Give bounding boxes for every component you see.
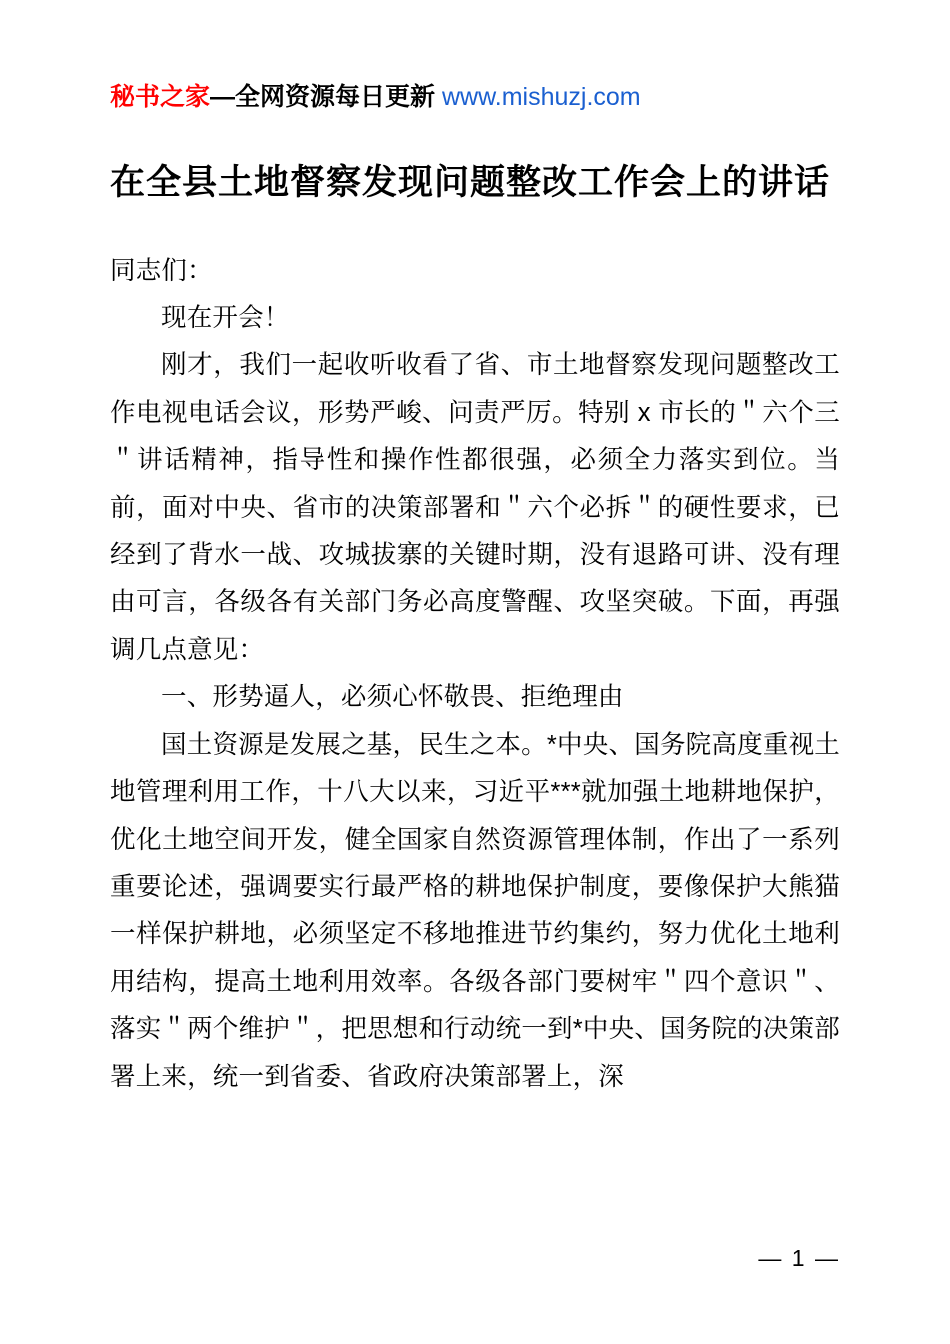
paragraph-opening: 现在开会！ [161, 303, 290, 332]
site-brand-name: 秘书之家 [110, 83, 211, 111]
paragraph-section-one-body: 国土资源是发展之基，民生之本。*中央、国务院高度重视土地管理利用工作，十八大以来，习近平***就加强土地耕地保护，优化土地空间开发，健全国家自然资源管理体制，作出了一系列重要论述，强调要实行最严格的耕地保护制度，要像保护大熊猫一样保护耕地，必须坚定不移地推进节约集约，努力优化土地利用结构，提高土地利用效率。各级各部门要树牢＂四个意识＂、落实＂两个维护＂，把思想和行动统一到*中央、国务院的决策部署上来，统一到省委、省政府决策部署上，深 [110, 730, 840, 1091]
page-number: — 1 — [758, 1245, 840, 1271]
site-url-link[interactable]: www.mishuzj.com [441, 83, 641, 111]
site-tagline: —全网资源每日更新 [210, 83, 442, 111]
document-body [110, 248, 840, 1102]
paragraph-background: 刚才，我们一起收听收看了省、市土地督察发现问题整改工作电视电话会议，形势严峻、问责严厉。特别 x 市长的＂六个三＂讲话精神，指导性和操作性都很强，必须全力落实到位。当前，面对中央、省市的决策部署和＂六个必拆＂的硬性要求，已经到了背水一战、攻城拔寨的关键时期，没有退路可讲、没有理由可言，各级各有关部门务必高度警醒、攻坚突破。下面，再强调几点意见： [110, 351, 840, 664]
paragraph-salutation: 同志们： [110, 256, 213, 285]
paragraph-section-heading-one: 一、形势逼人，必须心怀敬畏、拒绝理由 [161, 683, 624, 712]
page-title: 在全县土地督察发现问题整改工作会上的讲话 [110, 163, 831, 202]
site-watermark-header [110, 0, 840, 112]
